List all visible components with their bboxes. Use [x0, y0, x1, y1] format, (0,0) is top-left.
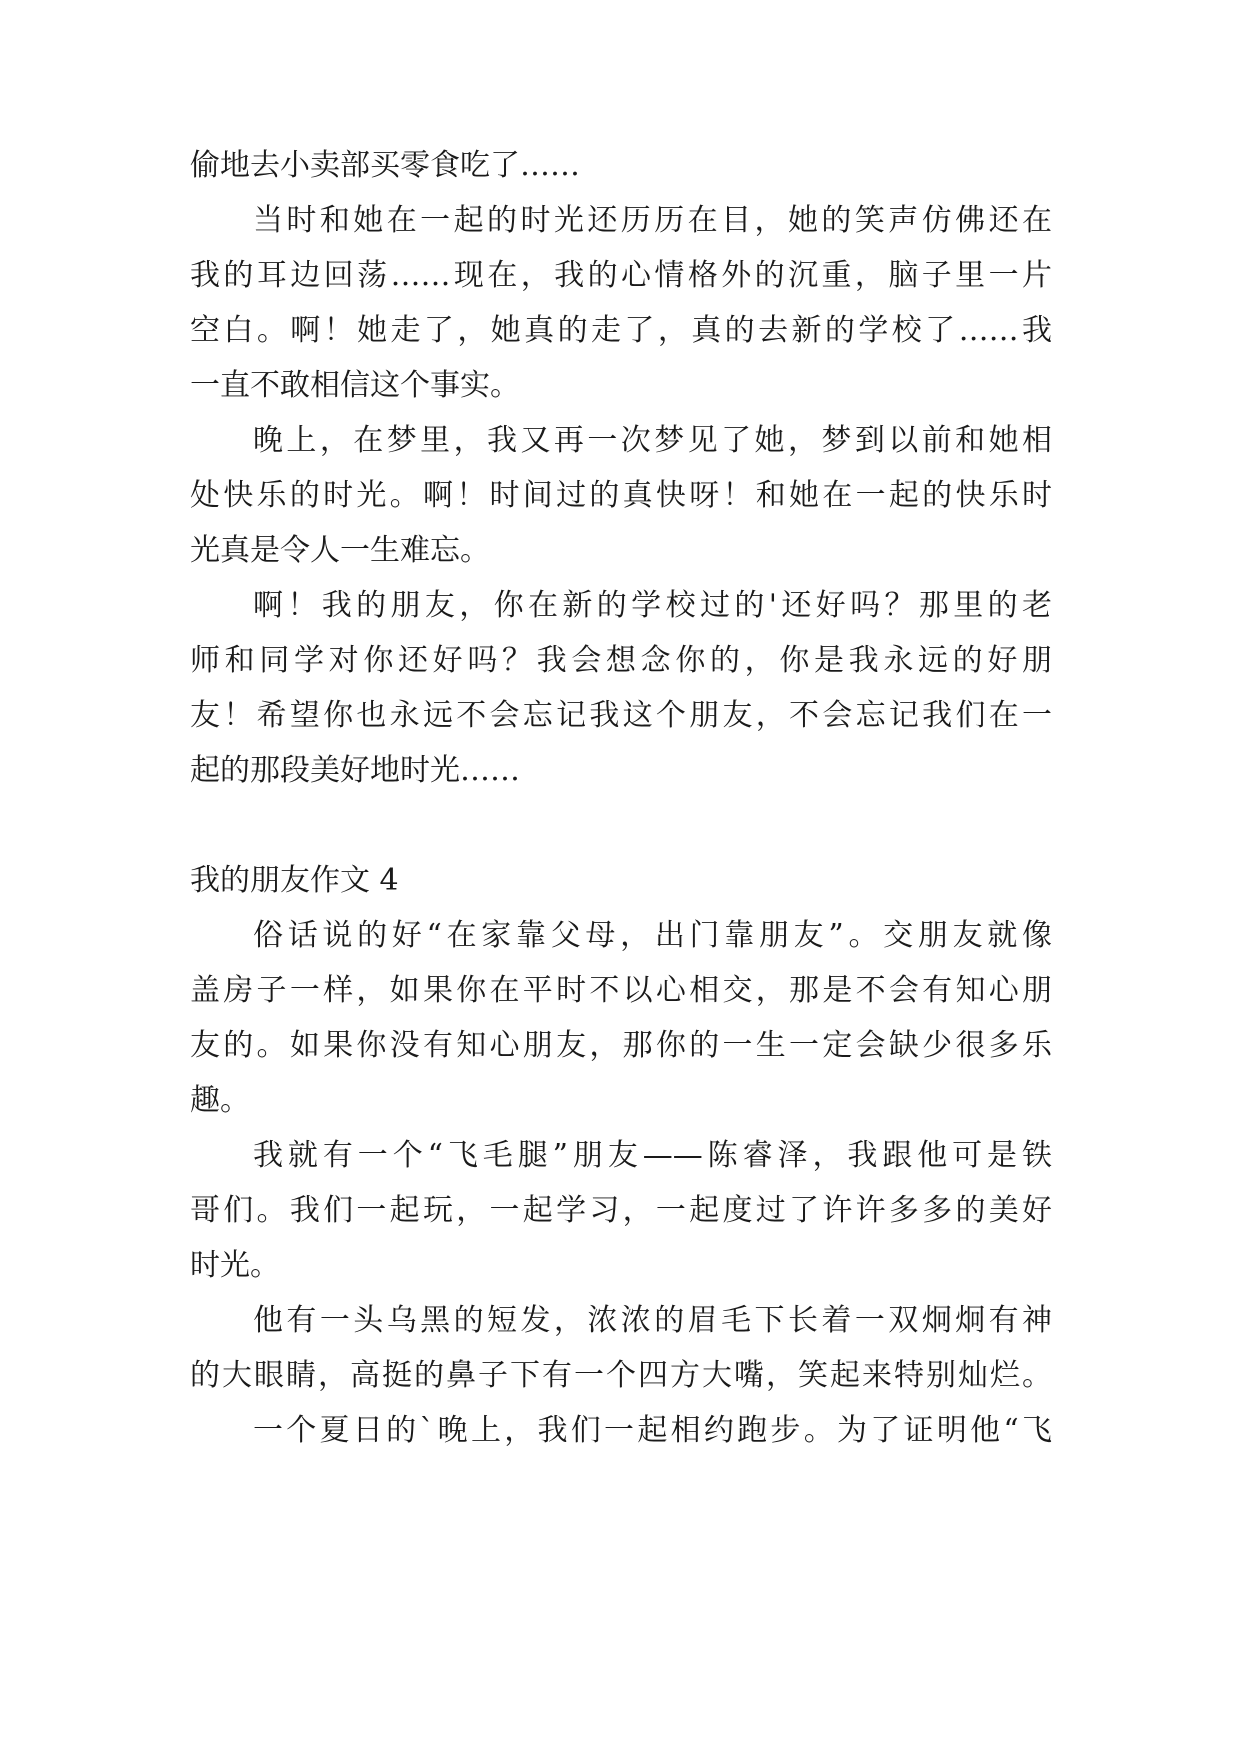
paragraph-line: 当时和她在一起的时光还历历在目，她的笑声仿佛还在	[253, 203, 1052, 238]
paragraph-line: 一直不敢相信这个事实。	[190, 368, 520, 403]
paragraph-line: 偷地去小卖部买零食吃了……	[190, 148, 580, 183]
paragraph-line: 俗话说的好“在家靠父母，出门靠朋友”。交朋友就像	[253, 918, 1052, 953]
paragraph-line: 时光。	[190, 1248, 280, 1283]
paragraph-line: 起的那段美好地时光……	[190, 753, 520, 788]
paragraph-line: 我的耳边回荡……现在，我的心情格外的沉重，脑子里一片	[190, 258, 1052, 293]
paragraph-line: 空白。啊！她走了，她真的走了，真的去新的学校了……我	[190, 313, 1052, 348]
paragraph-line: 他有一头乌黑的短发，浓浓的眉毛下长着一双炯炯有神	[253, 1303, 1052, 1338]
paragraph-line: 我就有一个“飞毛腿”朋友——陈睿泽，我跟他可是铁	[253, 1138, 1052, 1173]
paragraph-line: 哥们。我们一起玩，一起学习，一起度过了许许多多的美好	[190, 1193, 1052, 1228]
paragraph-line: 的大眼睛，高挺的鼻子下有一个四方大嘴，笑起来特别灿烂。	[190, 1358, 1052, 1393]
paragraph-line: 一个夏日的`晚上，我们一起相约跑步。为了证明他“飞	[253, 1413, 1052, 1448]
section-heading: 我的朋友作文 4	[190, 863, 399, 898]
paragraph-line: 晚上，在梦里，我又再一次梦见了她，梦到以前和她相	[253, 423, 1052, 458]
paragraph-line: 啊！我的朋友，你在新的学校过的'还好吗？那里的老	[253, 588, 1052, 623]
paragraph-line: 友！希望你也永远不会忘记我这个朋友，不会忘记我们在一	[190, 698, 1052, 733]
paragraph-line: 师和同学对你还好吗？我会想念你的，你是我永远的好朋	[190, 643, 1052, 678]
paragraph-line: 光真是令人一生难忘。	[190, 533, 490, 568]
paragraph-line: 盖房子一样，如果你在平时不以心相交，那是不会有知心朋	[190, 973, 1052, 1008]
paragraph-line: 处快乐的时光。啊！时间过的真快呀！和她在一起的快乐时	[190, 478, 1052, 513]
paragraph-line: 友的。如果你没有知心朋友，那你的一生一定会缺少很多乐	[190, 1028, 1052, 1063]
paragraph-line: 趣。	[190, 1083, 250, 1118]
